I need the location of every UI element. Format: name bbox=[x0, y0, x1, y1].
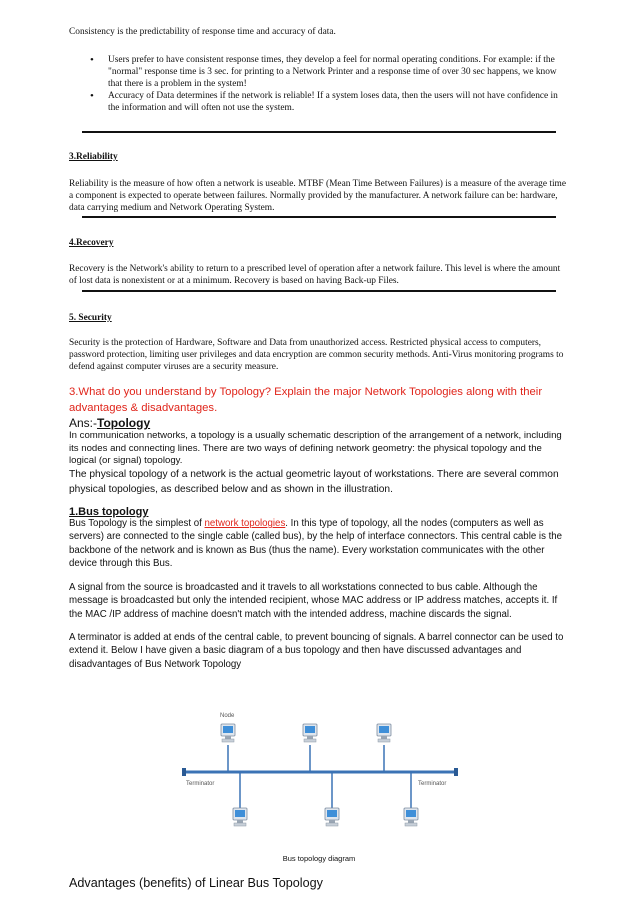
node-computer-icon bbox=[233, 808, 247, 826]
advantages-heading: Advantages (benefits) of Linear Bus Topology bbox=[69, 876, 323, 890]
divider bbox=[82, 216, 556, 218]
topology-term: Topology bbox=[97, 416, 151, 430]
bus-heading: 1.Bus topology bbox=[69, 506, 149, 518]
network-topologies-link[interactable]: network topologies bbox=[204, 518, 286, 529]
node-computer-icon bbox=[221, 724, 235, 742]
security-text: Security is the protection of Hardware, Software and Data from unauthorized access. Restricted physical access to computers, password protection, limiting user privileges and data encryption are common security methods. Anti-Virus monitoring programs to defend against computer viruses are a security measure. bbox=[69, 338, 564, 372]
bus-para-1-start: Bus Topology is the simplest of bbox=[69, 518, 205, 529]
node-computer-icon bbox=[404, 808, 418, 826]
bus-para-1-end: . In this type of topology, all the nodes (computers as well as servers) are connected to the single cable (called bus), by the help of interface connectors. This central cable is the backbone of the network and is known as Bus (thus the name). Every workstation communicates with the other device through this Bus. bbox=[69, 518, 563, 570]
node-label: Node bbox=[220, 713, 235, 719]
recovery-text: Recovery is the Network's ability to return to a prescribed level of operation after a network failure. This level is where the amount of lost data is nonexistent or at a minimum. Recovery is based on having Back-up Files. bbox=[69, 264, 561, 286]
answer-para-2: The physical topology of a network is the actual geometric layout of workstations. There are several common physical topologies, as described below and as shown in the illustration. bbox=[69, 469, 559, 495]
node-computer-icon bbox=[303, 724, 317, 742]
bus-para-1 bbox=[69, 517, 569, 571]
terminator-left-cap bbox=[182, 768, 186, 776]
diagram-caption: Bus topology diagram bbox=[282, 854, 356, 863]
reliability-heading: 3.Reliability bbox=[69, 152, 118, 162]
list-item: • Users prefer to have consistent response times, they develop a feel for normal operating conditions. For example: if the "normal" response time is 3 sec. for printing to a Network Printer and a response time of over 30 sec happens, we know that there is a problem in the system! bbox=[70, 54, 570, 90]
terminator-left-label: Terminator bbox=[186, 781, 215, 787]
consistency-bullets bbox=[70, 54, 570, 114]
answer-para-1: In communication networks, a topology is a usually schematic description of the arrangement of a network, including its nodes and connecting lines. There are two ways of defining network geometry: the physical topology and the logical (or signal) topology. bbox=[69, 430, 562, 467]
list-item: • Accuracy of Data determines if the network is reliable! If a system loses data, then the users will not have confidence in the information and will often not use the system. bbox=[70, 90, 570, 114]
bus-para-2: A signal from the source is broadcasted and it travels to all workstations connected to bus cable. Although the message is broadcasted but only the intended recipient, whose MAC address or IP address matches, accepts it. If the MAC /IP address of machine doesn't match with the intended address, machine discards the signal. bbox=[69, 582, 558, 620]
answer-heading bbox=[69, 416, 150, 430]
recovery-heading: 4.Recovery bbox=[69, 238, 114, 248]
question-heading: 3.What do you understand by Topology? Explain the major Network Topologies along with their advantages & disadvantages. bbox=[69, 386, 543, 414]
consistency-intro: Consistency is the predictability of response time and accuracy of data. bbox=[69, 27, 336, 37]
divider bbox=[82, 131, 556, 133]
answer-prefix: Ans:- bbox=[69, 416, 98, 430]
terminator-right-cap bbox=[454, 768, 458, 776]
bus-topology-diagram bbox=[170, 705, 470, 845]
terminator-right-label: Terminator bbox=[418, 781, 447, 787]
reliability-text: Reliability is the measure of how often a network is useable. MTBF (Mean Time Between Failures) is a measure of the average time a component is expected to operate between failures. Normally provided by the manufacturer. A network failure can be: hardware, data carrying medium and Network Operating System. bbox=[69, 179, 567, 213]
bus-para-3: A terminator is added at ends of the central cable, to prevent bouncing of signals. A barrel connector can be used to extend it. Below I have given a basic diagram of a bus topology and then have discussed advantages and disadvantages of Bus Network Topology bbox=[69, 632, 564, 670]
divider bbox=[82, 290, 556, 292]
security-heading: 5. Security bbox=[69, 313, 112, 323]
node-computer-icon bbox=[377, 724, 391, 742]
node-computer-icon bbox=[325, 808, 339, 826]
